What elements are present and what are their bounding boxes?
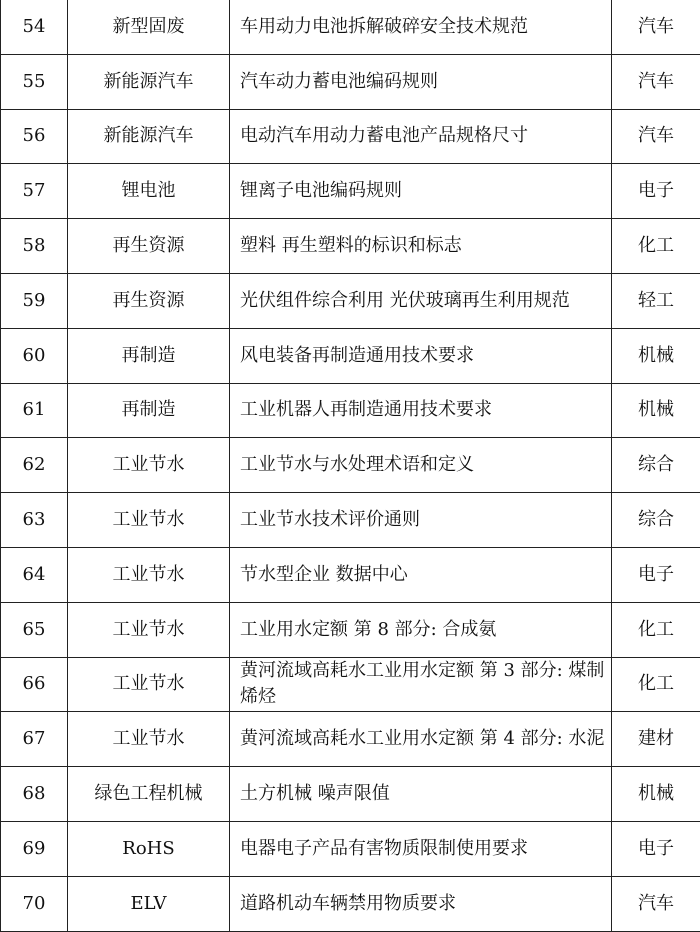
row-number: 57	[1, 164, 68, 219]
table-row	[1, 219, 700, 274]
row-standard-name: 工业节水技术评价通则	[230, 493, 612, 548]
row-standard-name: 土方机械 噪声限值	[230, 767, 612, 822]
row-standard-name: 电器电子产品有害物质限制使用要求	[230, 821, 612, 876]
row-standard-name: 黄河流域高耗水工业用水定额 第 3 部分: 煤制烯烃	[230, 657, 612, 712]
row-standard-name: 工业机器人再制造通用技术要求	[230, 383, 612, 438]
row-number: 65	[1, 602, 68, 657]
row-industry: 综合	[612, 493, 700, 548]
row-category: ELV	[68, 876, 230, 931]
row-number: 59	[1, 273, 68, 328]
row-industry: 化工	[612, 219, 700, 274]
row-industry: 汽车	[612, 109, 700, 164]
row-industry: 建材	[612, 712, 700, 767]
row-number: 55	[1, 54, 68, 109]
table-row	[1, 876, 700, 931]
row-industry: 轻工	[612, 273, 700, 328]
row-category: 工业节水	[68, 712, 230, 767]
row-category: 再制造	[68, 328, 230, 383]
row-number: 60	[1, 328, 68, 383]
row-category: 工业节水	[68, 438, 230, 493]
row-industry: 综合	[612, 438, 700, 493]
row-category: 工业节水	[68, 602, 230, 657]
row-industry: 机械	[612, 767, 700, 822]
row-standard-name: 汽车动力蓄电池编码规则	[230, 54, 612, 109]
table-row	[1, 657, 700, 712]
row-industry: 机械	[612, 383, 700, 438]
row-category: 再制造	[68, 383, 230, 438]
table-row	[1, 54, 700, 109]
row-category: 再生资源	[68, 219, 230, 274]
row-number: 58	[1, 219, 68, 274]
row-industry: 电子	[612, 821, 700, 876]
table-row	[1, 547, 700, 602]
row-category: 新型固废	[68, 0, 230, 54]
row-standard-name: 工业节水与水处理术语和定义	[230, 438, 612, 493]
row-industry: 汽车	[612, 54, 700, 109]
row-number: 63	[1, 493, 68, 548]
row-category: RoHS	[68, 821, 230, 876]
table-row	[1, 383, 700, 438]
row-number: 54	[1, 0, 68, 54]
row-category: 锂电池	[68, 164, 230, 219]
row-standard-name: 电动汽车用动力蓄电池产品规格尺寸	[230, 109, 612, 164]
row-standard-name: 光伏组件综合利用 光伏玻璃再生利用规范	[230, 273, 612, 328]
row-category: 新能源汽车	[68, 54, 230, 109]
row-industry: 电子	[612, 164, 700, 219]
row-number: 61	[1, 383, 68, 438]
row-standard-name: 工业用水定额 第 8 部分: 合成氨	[230, 602, 612, 657]
row-standard-name: 节水型企业 数据中心	[230, 547, 612, 602]
row-number: 64	[1, 547, 68, 602]
table-row	[1, 328, 700, 383]
table-row	[1, 0, 700, 54]
row-standard-name: 风电装备再制造通用技术要求	[230, 328, 612, 383]
row-industry: 化工	[612, 602, 700, 657]
row-industry: 汽车	[612, 0, 700, 54]
table-row	[1, 273, 700, 328]
row-industry: 机械	[612, 328, 700, 383]
row-category: 工业节水	[68, 657, 230, 712]
row-category: 工业节水	[68, 547, 230, 602]
table-row	[1, 493, 700, 548]
table-row	[1, 164, 700, 219]
row-number: 69	[1, 821, 68, 876]
table-row	[1, 712, 700, 767]
row-category: 工业节水	[68, 493, 230, 548]
table-row	[1, 821, 700, 876]
table-row	[1, 602, 700, 657]
row-standard-name: 车用动力电池拆解破碎安全技术规范	[230, 0, 612, 54]
table-row	[1, 109, 700, 164]
table-body	[1, 0, 700, 931]
row-category: 绿色工程机械	[68, 767, 230, 822]
row-standard-name: 塑料 再生塑料的标识和标志	[230, 219, 612, 274]
table-row	[1, 438, 700, 493]
row-industry: 化工	[612, 657, 700, 712]
row-category: 新能源汽车	[68, 109, 230, 164]
row-industry: 汽车	[612, 876, 700, 931]
row-standard-name: 锂离子电池编码规则	[230, 164, 612, 219]
row-number: 67	[1, 712, 68, 767]
row-standard-name: 道路机动车辆禁用物质要求	[230, 876, 612, 931]
row-number: 66	[1, 657, 68, 712]
row-number: 70	[1, 876, 68, 931]
row-standard-name: 黄河流域高耗水工业用水定额 第 4 部分: 水泥	[230, 712, 612, 767]
row-number: 62	[1, 438, 68, 493]
row-number: 56	[1, 109, 68, 164]
row-industry: 电子	[612, 547, 700, 602]
row-number: 68	[1, 767, 68, 822]
row-category: 再生资源	[68, 273, 230, 328]
table-row	[1, 767, 700, 822]
